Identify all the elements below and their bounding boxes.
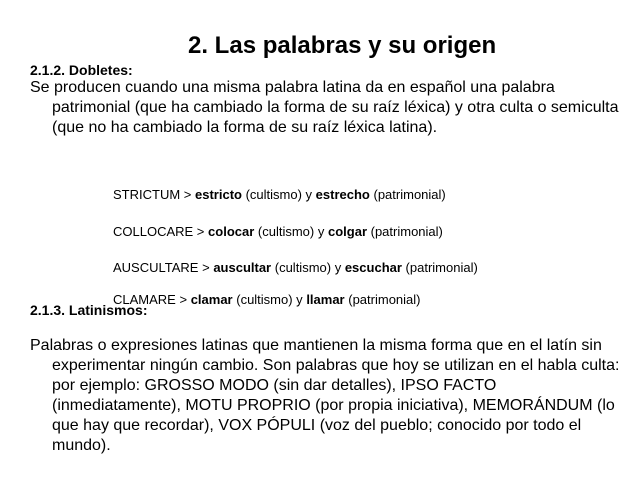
example-culto-tag: (cultismo) y [236,292,303,307]
example-line [113,224,443,239]
example-culto: clamar [190,292,233,307]
example-patrimonial-tag: (patrimonial) [373,187,446,202]
example-culto: colocar [208,224,255,239]
section-heading-latinismos: 2.1.3. Latinismos: [30,302,148,318]
example-culto-tag: (cultismo) y [274,260,342,275]
example-patrimonial-tag: (patrimonial) [348,292,421,307]
section-paragraph-latinismos: Palabras o expresiones latinas que mantienen la misma forma que en el latín sin experimentar ningún cambio. Son palabras que hoy se utilizan en el habla culta: por ejemplo: GROSSO MODO (sin dar detalles), IPSO FACTO (inmediatamente), MOTU PROPRIO (por propia iniciativa), MEMORÁNDUM (lo que hay que recordar), VOX PÓPULI (voz del pueblo; conocido por todo el mundo). [30,337,620,454]
example-line [113,187,446,202]
example-patrimonial: escuchar [344,260,402,275]
example-culto: estricto [195,187,242,202]
example-culto-tag: (cultismo) y [257,224,325,239]
example-patrimonial: colgar [327,224,367,239]
section-paragraph-dobletes: Se producen cuando una misma palabra latina da en español una palabra patrimonial (que ha cambiado la forma de su raíz léxica) y otra culta o semiculta (que no ha cambiado la forma de su raíz léxica latina). [30,79,619,136]
example-patrimonial: estrecho [315,187,370,202]
example-patrimonial-tag: (patrimonial) [370,224,443,239]
example-latin: STRICTUM > [113,187,192,202]
example-line [113,292,421,307]
example-culto-tag: (cultismo) y [245,187,313,202]
example-line [113,260,478,275]
example-patrimonial-tag: (patrimonial) [405,260,478,275]
page-title: 2. Las palabras y su origen [188,32,497,59]
example-latin: CLAMARE > [113,292,188,307]
example-latin: COLLOCARE > [113,224,205,239]
example-patrimonial: llamar [306,292,345,307]
section-heading-dobletes: 2.1.2. Dobletes: [30,62,133,78]
example-latin: AUSCULTARE > [113,260,210,275]
example-culto: auscultar [213,260,272,275]
